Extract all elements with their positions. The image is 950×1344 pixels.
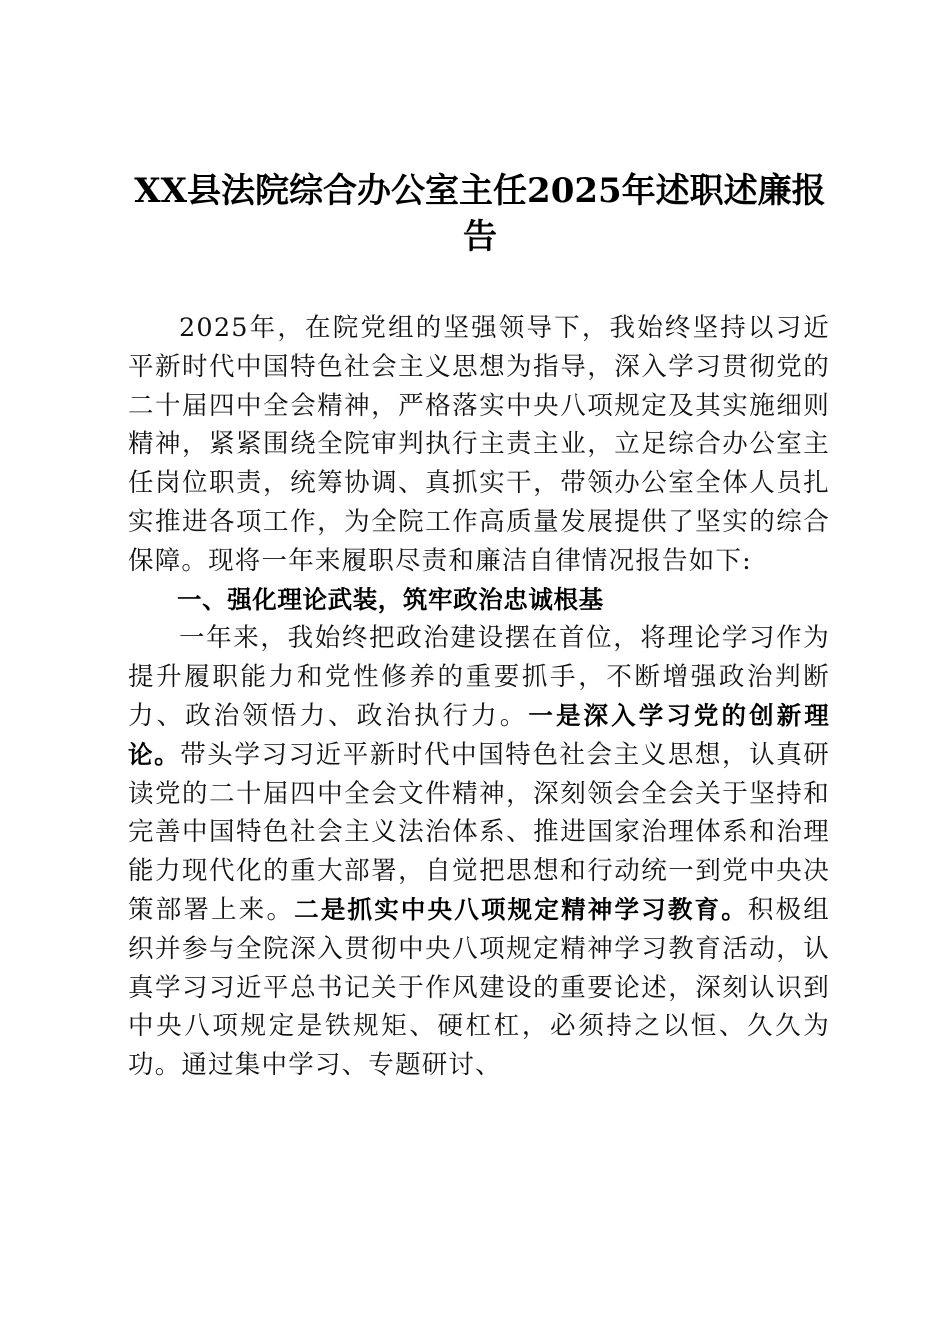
section-1-point-2-heading: 二是抓实中央八项规定精神学习教育。 [294, 894, 748, 924]
section-1-paragraph [128, 619, 830, 1085]
section-heading-1: 一、强化理论武装，筑牢政治忠诚根基 [177, 584, 604, 614]
section-1-text-part-1: 一年来，我始终把政治建设摆在首位，将理论学习作为提升履职能力和党性修养的重要抓手，不断增强政治判断力、政治领悟力、政治执行力。 [128, 623, 830, 731]
section-1-text-part-2: 带头学习习近平新时代中国特色社会主义思想，认真研读党的二十届四中全会文件精神，深刻领会全会关于坚持和完善中国特色社会主义法治体系、推进国家治理体系和治理能力现代化的重大部署，自觉把思想和行动统一到党中央决策部署上来。 [128, 739, 830, 925]
document-title: XX县法院综合办公室主任2025年述职述廉报告 [134, 171, 826, 257]
section-1-point-1-heading: 一是深入学习党的创新理论。 [128, 700, 830, 769]
intro-paragraph: 2025年，在院党组的坚强领导下，我始终坚持以习近平新时代中国特色社会主义思想为指导，深入学习贯彻党的二十届四中全会精神，严格落实中央八项规定及其实施细则精神，紧紧围绕全院审判执行主责主业，立足综合办公室主任岗位职责，统筹协调、真抓实干，带领办公室全体人员扎实推进各项工作，为全院工作高质量发展提供了坚实的综合保障。现将一年来履职尽责和廉洁自律情况报告如下: [128, 313, 830, 576]
document-body [128, 309, 830, 1085]
section-1-text-part-3: 积极组织并参与全院深入贯彻中央八项规定精神学习教育活动，认真学习习近平总书记关于作风建设的重要论述，深刻认识到中央八项规定是铁规矩、硬杠杠，必须持之以恒、久久为功。通过集中学习、专题研讨、 [128, 894, 830, 1081]
